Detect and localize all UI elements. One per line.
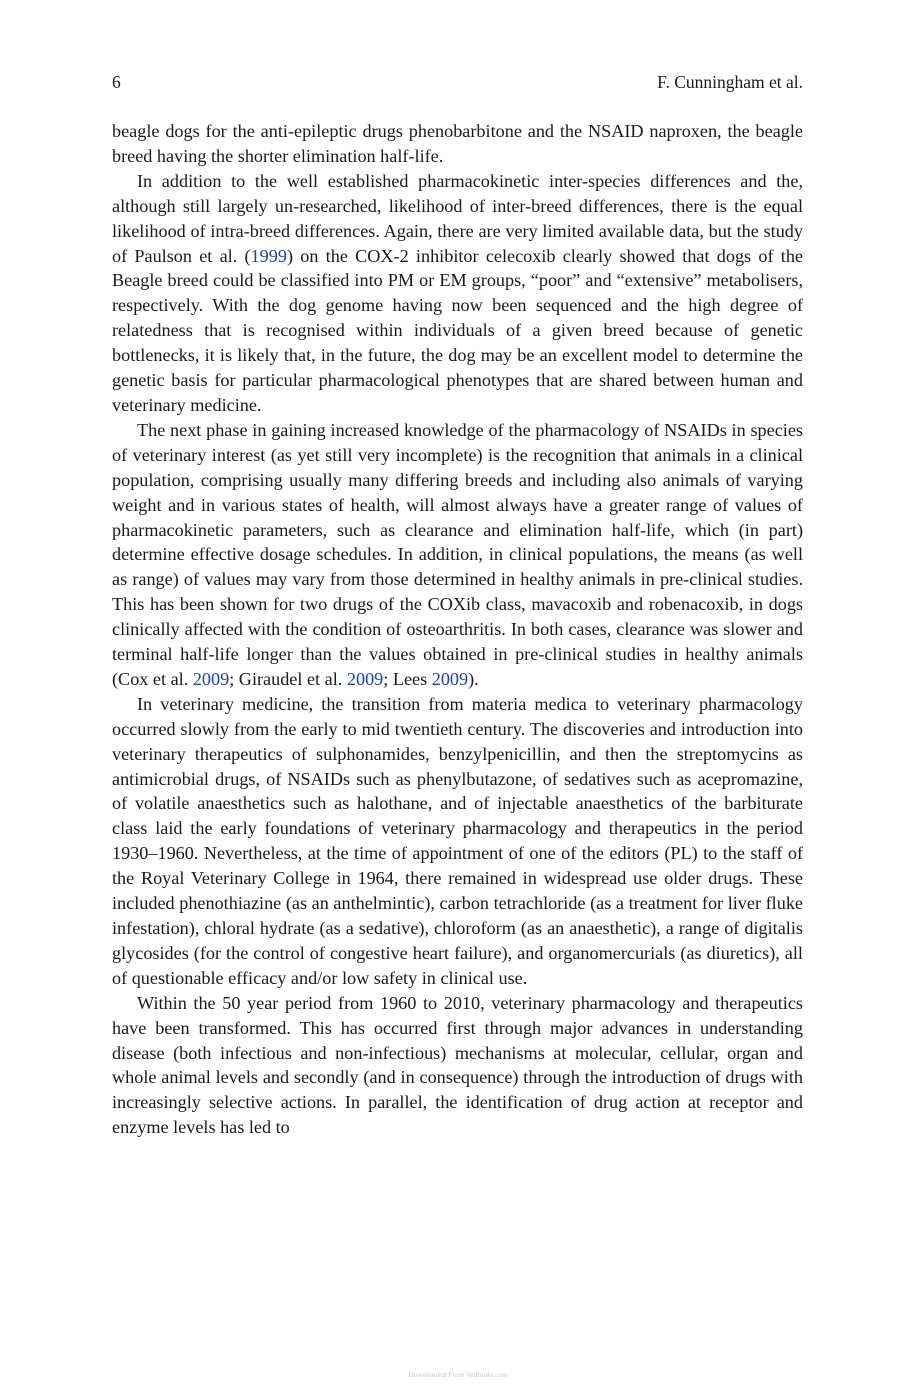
paragraph-5 [112,991,803,1140]
citation-year-link[interactable]: 2009 [431,668,469,689]
paragraph-text: ; Lees [383,668,432,689]
paragraph-text: In veterinary medicine, the transition from materia medica to veterinary pharmacology occurred slowly from the early to mid twentieth century. The discoveries and introduction into veterinary therapeutics of sulphonamides, benzylpenicillin, and then the streptomycins as antimicrobial drugs, of NSAIDs such as phenylbutazone, of sedatives such as acepromazine, of volatile anaesthetics such as halothane, and of injectable anaesthetics of the barbiturate class laid the early foundations of veterinary pharmacology and therapeutics in the period 1930–1960. Nevertheless, at the time of appointment of one of the editors (PL) to the staff of the Royal Veterinary College in 1964, there remained in widespread use older drugs. These included phenothiazine (as an anthelmintic), carbon tetrachloride (as a treatment for liver fluke infestation), chloral hydrate (as a sedative), chloroform (as an anaesthetic), a range of digitalis glycosides (for the control of congestive heart failure), and organomercurials (as diuretics), all of questionable efficacy and/or low safety in clinical use. [112,693,803,988]
running-head [112,70,803,94]
paragraph-4 [112,692,803,991]
paragraph-3 [112,418,803,692]
paragraph-text: beagle dogs for the anti-epileptic drugs phenobarbitone and the NSAID naproxen, the beagle breed having the shorter elimination half-life. [112,121,803,166]
body-text [112,119,803,1140]
citation-year-link[interactable]: 2009 [192,668,230,689]
paragraph-1 [112,119,803,169]
paragraph-text: The next phase in gaining increased knowledge of the pharmacology of NSAIDs in species of veterinary interest (as yet still very incomplete) is the recognition that animals in a clinical population, comprising usually many differing breeds and including also animals of varying weight and in various states of health, will almost always have a greater range of values of pharmacokinetic parameters, such as clearance and elimination half-life, which (in part) determine effective dosage schedules. In addition, in clinical populations, the means (as well as range) of values may vary from those determined in healthy animals in pre-clinical studies. This has been shown for two drugs of the COXib class, mavacoxib and robenacoxib, in dogs clinically affected with the condition of osteoarthritis. In both cases, clearance was slower and terminal half-life longer than the values obtained in pre-clinical studies in healthy animals (Cox et al. [112,419,803,689]
running-title: F. Cunningham et al. [657,72,803,92]
paragraph-text: Within the 50 year period from 1960 to 2010, veterinary pharmacology and therapeutics have been transformed. This has occurred first through major advances in understanding disease (both infectious and non-infectious) mechanisms at molecular, cellular, organ and whole animal levels and secondly (and in consequence) through the introduction of drugs with increasingly selective actions. In parallel, the identification of drug action at receptor and enzyme levels has led to [112,992,803,1138]
book-page [112,70,803,1140]
paragraph-text: In addition to the well established pharmacokinetic inter-species differences and the, although still largely un-researched, likelihood of inter-breed differences, there is the equal likelihood of intra-breed differences. Again, there are very limited available data, but the study of Paulson et al. ( [112,170,803,266]
download-watermark: Downloaded From VetBooks.com [408,1371,508,1379]
paragraph-2 [112,169,803,418]
citation-year-link[interactable]: 2009 [346,668,384,689]
page-number: 6 [112,72,121,92]
paragraph-text: ; Giraudel et al. [229,668,347,689]
paragraph-text: ). [468,668,479,689]
citation-year-link[interactable]: 1999 [250,245,287,266]
paragraph-text: ) on the COX-2 inhibitor celecoxib clearly showed that dogs of the Beagle breed could be classified into PM or EM groups, “poor” and “extensive” metabolisers, respectively. With the dog genome having now been sequenced and the high degree of relatedness that is recognised within individuals of a given breed because of genetic bottlenecks, it is likely that, in the future, the dog may be an excellent model to determine the genetic basis for particular pharmacological phenotypes that are shared between human and veterinary medicine. [112,245,803,415]
